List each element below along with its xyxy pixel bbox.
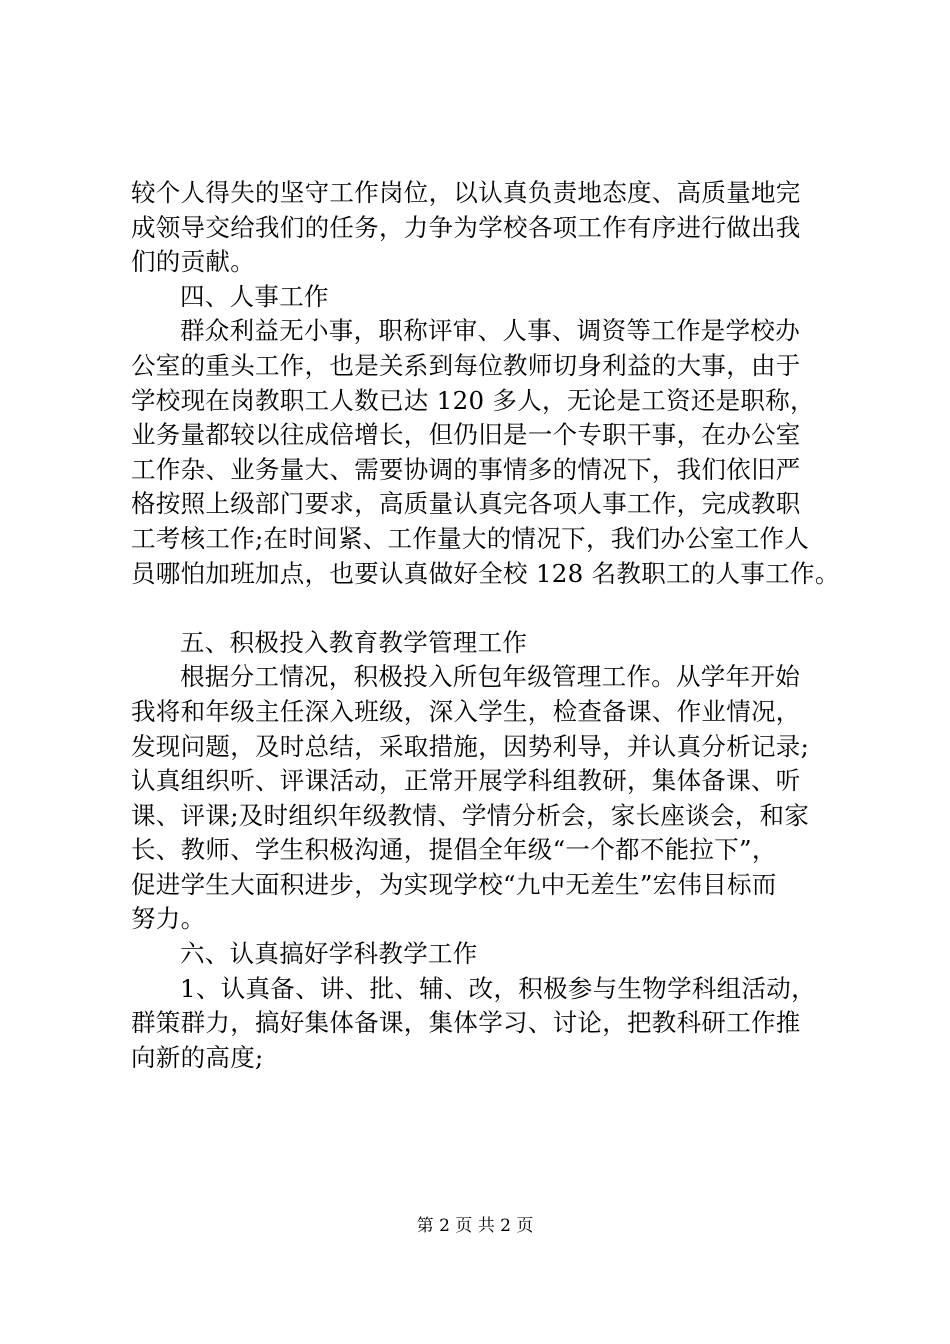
page-footer: 第 2 页 共 2 页: [416, 1216, 534, 1236]
text-line: 们的贡献。: [131, 247, 255, 277]
text-line: 1、认真备、讲、批、辅、改，积极参与生物学科组活动，: [180, 973, 816, 1003]
text-line: 向新的高度;: [131, 1042, 264, 1072]
text-line: 公室的重头工作，也是关系到每位教师切身利益的大事，由于: [131, 350, 801, 380]
text-line: 认真组织听、评课活动，正常开展学科组教研，集体备课、听: [131, 766, 801, 796]
text-line: 五、积极投入教育教学管理工作: [180, 627, 528, 657]
text-line: 成领导交给我们的任务，力争为学校各项工作有序进行做出我: [131, 212, 801, 242]
text-line: 工作杂、业务量大、需要协调的事情多的情况下，我们依旧严: [131, 454, 801, 484]
text-line: 四、人事工作: [180, 281, 329, 311]
text-line: 工考核工作;在时间紧、工作量大的情况下，我们办公室工作人: [131, 523, 810, 553]
text-line: 格按照上级部门要求，高质量认真完各项人事工作，完成教职: [131, 489, 801, 519]
text-line: 学校现在岗教职工人数已达 120 多人，无论是工资还是职称，: [131, 385, 815, 415]
text-line: 我将和年级主任深入班级，深入学生，检查备课、作业情况，: [131, 696, 801, 726]
text-line: 群策群力，搞好集体备课，集体学习、讨论，把教科研工作推: [131, 1008, 801, 1038]
text-line: 促进学生大面积进步，为实现学校“九中无差生”宏伟目标而: [131, 869, 777, 899]
text-line: 课、评课;及时组织年级教情、学情分析会，家长座谈会，和家: [131, 800, 810, 830]
text-line: 根据分工情况，积极投入所包年级管理工作。从学年开始: [180, 662, 800, 692]
text-line: 长、教师、学生积极沟通，提倡全年级“一个都不能拉下”，: [131, 835, 777, 865]
text-line: 业务量都较以往成倍增长，但仍旧是一个专职干事，在办公室: [131, 420, 801, 450]
blank-line: [131, 591, 851, 626]
document-body: [131, 176, 851, 1075]
text-line: 发现问题，及时总结，采取措施，因势利导，并认真分析记录;: [131, 731, 810, 761]
text-line: 六、认真搞好学科教学工作: [180, 939, 478, 969]
text-line: 员哪怕加班加点，也要认真做好全校 128 名教职工的人事工作。: [131, 558, 840, 588]
text-line: 较个人得失的坚守工作岗位，以认真负责地态度、高质量地完: [131, 178, 801, 207]
text-line: 努力。: [131, 904, 206, 934]
text-line: 群众利益无小事，职称评审、人事、调资等工作是学校办: [180, 316, 800, 346]
